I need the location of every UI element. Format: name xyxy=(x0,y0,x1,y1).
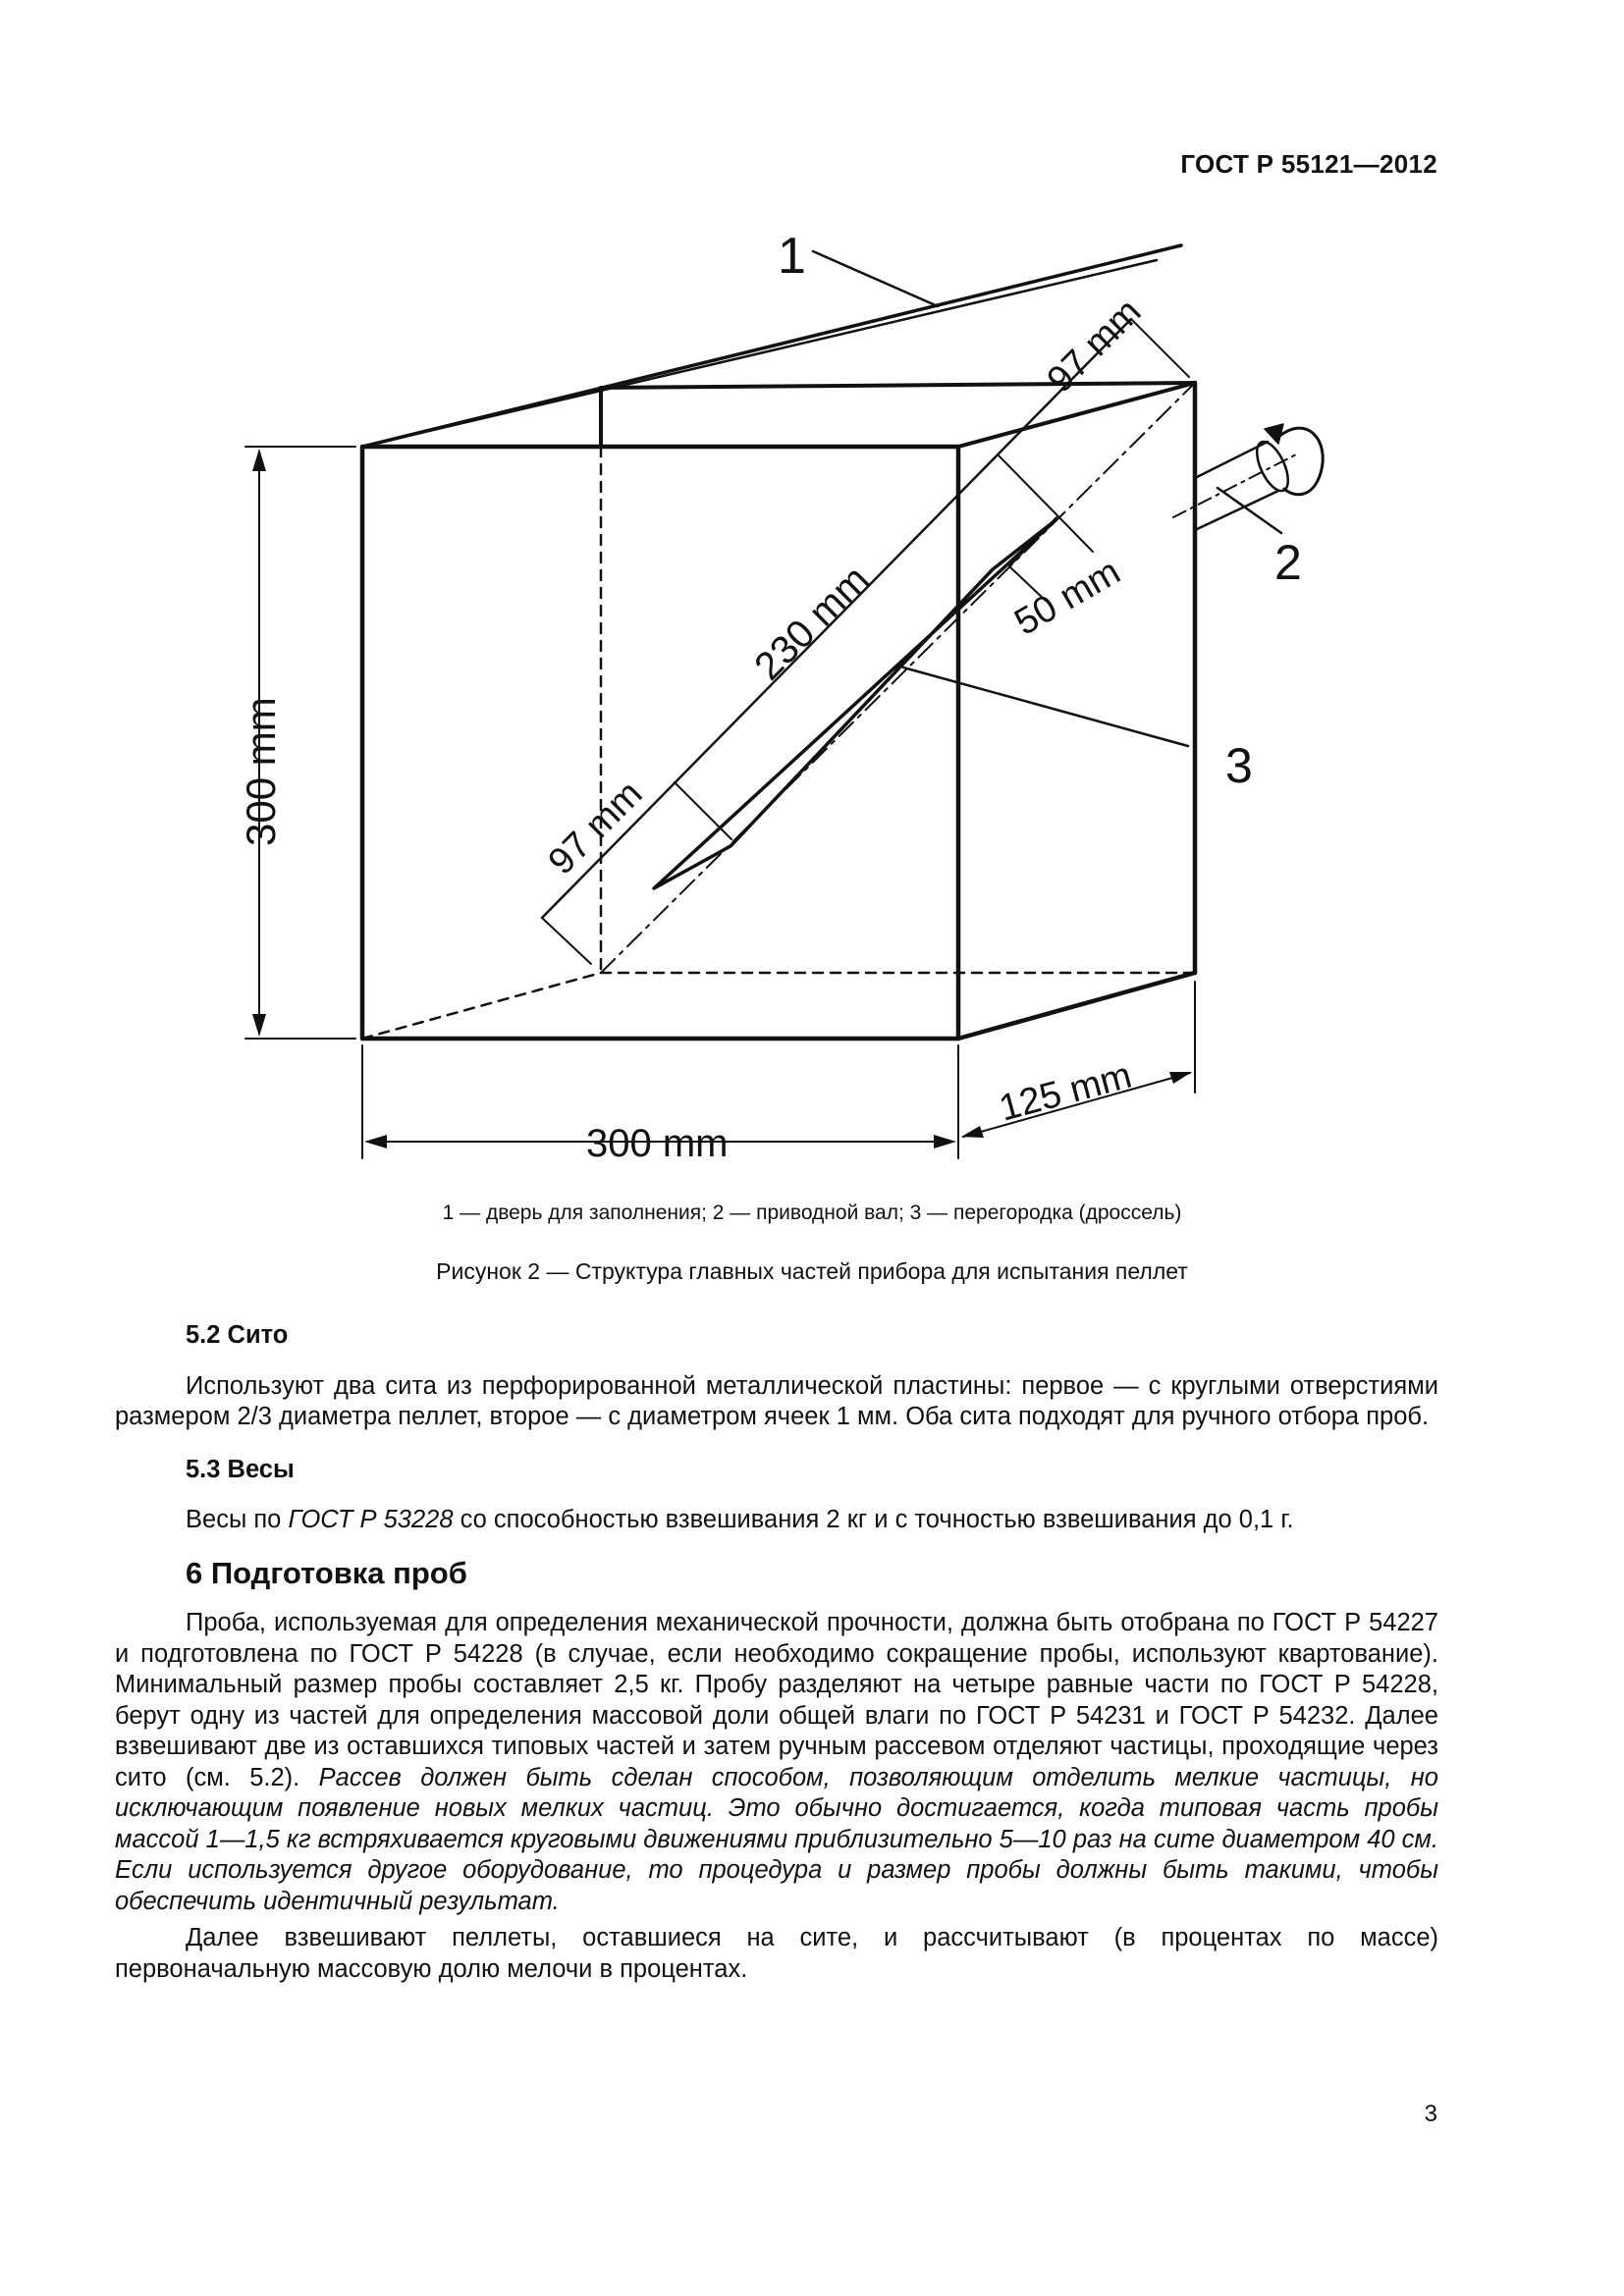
section-5-3-text-end: со способностью взвешивания 2 кг и с точностью взвешивания до 0,1 г. xyxy=(453,1506,1294,1533)
lid-upper-edge xyxy=(362,260,1157,447)
hidden-bottom-left-edge xyxy=(362,973,601,1039)
arrowhead xyxy=(364,1135,387,1148)
dim-ext-upper xyxy=(999,455,1093,552)
document-body xyxy=(115,1320,1438,2006)
diagonal-axis xyxy=(601,383,1195,973)
callout-3-leader xyxy=(903,667,1188,746)
dim-depth-label: 125 mm xyxy=(995,1054,1136,1130)
dim-width-label: 300 mm xyxy=(586,1122,729,1165)
dim-230-label: 230 mm xyxy=(746,558,878,689)
page-number: 3 xyxy=(1424,2101,1437,2127)
callout-3-label: 3 xyxy=(1225,738,1253,793)
dim-ext-lower xyxy=(675,782,731,839)
callout-2-label: 2 xyxy=(1274,535,1302,590)
document-header: ГОСТ Р 55121—2012 xyxy=(1180,149,1437,179)
dim-50-label: 50 mm xyxy=(1007,551,1128,644)
shaft-centerline xyxy=(1173,454,1298,517)
dim-50-line xyxy=(1009,517,1056,566)
dim-bottom-97-label: 97 mm xyxy=(540,773,651,883)
section-5-3-text xyxy=(115,1505,1438,1536)
section-6-paragraph-1-italic: Рассев должен быть сделан способом, позволяющим отделить мелкие частицы, но исключающим появление новых мелких частиц. Это обычно достигается, когда типовая часть пробы массой 1—1,5 кг встряхивается круговыми движениями приблизительно 5—10 раз на сите диаметром 40 см. Если используется другое оборудование, то процедура и размер пробы должны быть такими, чтобы обеспечить идентичный результат. xyxy=(115,1763,1438,1915)
box-top-back-edge xyxy=(601,383,1195,388)
callout-1-label: 1 xyxy=(778,228,806,285)
dim-height-label: 300 mm xyxy=(238,697,284,846)
shaft-bottom-line xyxy=(1195,491,1278,530)
section-5-2-text: Используют два сита из перфорированной металлической пластины: первое — с круглыми отверстиями размером 2/3 диаметра пеллет, второе — с диаметром ячеек 1 мм. Оба сита подходят для ручного отбора проб. xyxy=(115,1371,1438,1430)
callout-1-leader xyxy=(813,251,938,306)
dim-top-97-label: 97 mm xyxy=(1039,291,1150,401)
dim-ext-bottom xyxy=(542,918,591,964)
figure-legend: 1 — дверь для заполнения; 2 — приводной вал; 3 — перегородка (дроссель) xyxy=(442,1201,1182,1224)
box-right-bottom-edge xyxy=(958,973,1195,1039)
section-5-3-text-start: Весы по xyxy=(186,1506,289,1533)
box-front-face xyxy=(362,447,958,1039)
arrowhead xyxy=(252,1014,266,1037)
shaft-end xyxy=(1251,437,1295,495)
arrowhead xyxy=(934,1135,956,1148)
lid-lower-edge xyxy=(362,245,1181,447)
section-5-3-standard-ref: ГОСТ Р 53228 xyxy=(288,1506,454,1533)
arrowhead xyxy=(1169,1072,1192,1084)
arrowhead xyxy=(961,1126,984,1138)
section-5-3-heading: 5.3 Весы xyxy=(186,1455,295,1483)
section-6-paragraph-1-plain: Проба, используемая для определения механической прочности, должна быть отобрана по ГОСТ Р 54227 и подготовлена по ГОСТ Р 54228 (в случае, если необходимо сокращение пробы, используют квартование). Минимальный размер пробы составляет 2,5 кг. Пробу разделяют на четыре равные части по ГОСТ Р 54228, берут одну из частей для определения массовой доли общей влаги по ГОСТ Р 54231 и ГОСТ Р 54232. Далее взвешивают две из оставшихся типовых частей и затем ручным рассевом отделяют частицы, проходящие через сито (см. 5.2). xyxy=(115,1609,1438,1791)
arrowhead xyxy=(252,449,266,471)
figure-caption: Рисунок 2 — Структура главных частей прибора для испытания пеллет xyxy=(436,1258,1188,1284)
section-5-2-heading: 5.2 Сито xyxy=(186,1321,289,1349)
section-6-heading: 6 Подготовка проб xyxy=(186,1555,467,1590)
section-6-paragraph-2: Далее взвешивают пеллеты, оставшиеся на сите, и рассчитывают (в процентах по массе) первоначальную массовую долю мелочи в процентах. xyxy=(115,1924,1438,1983)
section-6-paragraph-1 xyxy=(115,1608,1438,1917)
